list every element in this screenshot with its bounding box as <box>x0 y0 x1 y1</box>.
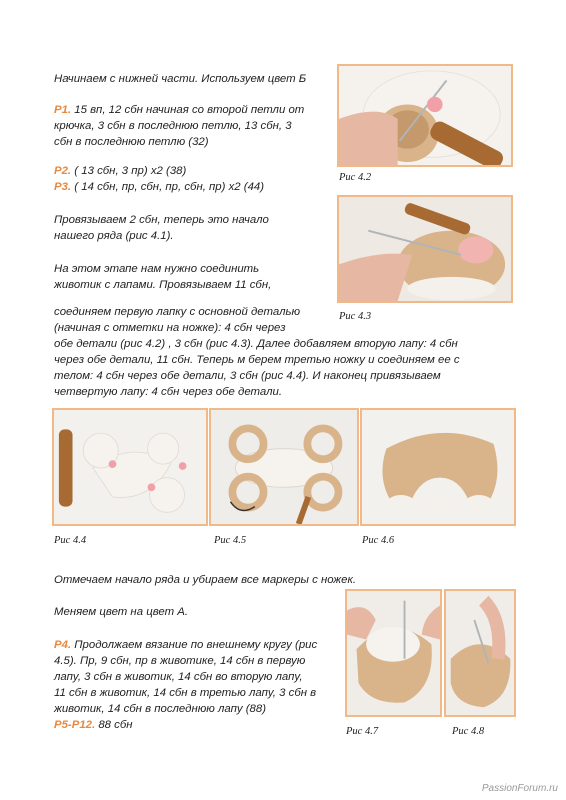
mark-line: Отмечаем начало ряда и убираем все маркеры с ножек. <box>54 574 357 586</box>
join-line1: На этом этапе нам нужно соединить <box>54 263 260 275</box>
caption-4-8: Рис 4.8 <box>452 726 485 737</box>
row-p5-12-text: 88 сбн <box>98 719 133 731</box>
row-p1-text-1: 15 вп, 12 сбн начиная со второй петли от <box>74 104 305 116</box>
row-p4-line4: 11 сбн в животик, 14 сбн в третью лапу, 3 сбн в <box>54 687 317 699</box>
photo-4-2 <box>337 64 513 167</box>
photo-4-2-image <box>339 66 511 165</box>
row-p2-text: ( 13 сбн, 3 пр) х2 (38) <box>74 165 187 177</box>
photo-4-4 <box>52 408 208 526</box>
photo-4-8 <box>444 589 516 717</box>
row-p2 <box>54 163 186 179</box>
photo-4-7 <box>345 589 442 717</box>
photo-4-7-image <box>347 591 440 715</box>
intro-text: Начинаем с нижней части. Используем цвет Б <box>54 73 307 85</box>
row-p1-label: Р1. <box>54 104 72 116</box>
join-line2: животик с лапами. Провязываем 11 сбн, <box>54 279 272 291</box>
caption-4-6: Рис 4.6 <box>362 535 395 546</box>
row-p4-line5: животик, 14 сбн в последнюю лапу (88) <box>54 703 267 715</box>
photo-4-8-image <box>446 591 514 715</box>
row-p4-text-1: Продолжаем вязание по внешнему кругу (рис <box>74 639 318 651</box>
caption-4-4: Рис 4.4 <box>54 535 87 546</box>
caption-4-7: Рис 4.7 <box>346 726 379 737</box>
photo-4-4-image <box>54 410 206 524</box>
row-p4-label: Р4. <box>54 639 72 651</box>
row-p4-line3: лапу, 3 сбн в животик, 14 сбн во вторую лапу, <box>54 671 303 683</box>
photo-4-6 <box>360 408 516 526</box>
row-p4-line2: 4.5). Пр, 9 сбн, пр в животике, 14 сбн в первую <box>54 655 306 667</box>
tie-line1: Провязываем 2 сбн, теперь это начало <box>54 214 269 226</box>
photo-4-3-image <box>339 197 511 301</box>
caption-4-2: Рис 4.2 <box>339 172 372 183</box>
row-p4-line1 <box>54 637 317 653</box>
photo-4-5 <box>209 408 359 526</box>
row-p1-line1 <box>54 102 304 118</box>
tie-line2: нашего ряда (рис 4.1). <box>54 230 174 242</box>
caption-4-3: Рис 4.3 <box>339 311 372 322</box>
join-line6: через обе детали, 11 сбн. Теперь м берем третью ножку и соединяем ее с <box>54 354 460 366</box>
join-line8: четвертую лапу: 4 сбн через обе детали. <box>54 386 283 398</box>
row-p5-12-label: Р5-Р12. <box>54 719 96 731</box>
join-line4: (начиная с отметки на ножке): 4 сбн через <box>54 322 286 334</box>
photo-4-3 <box>337 195 513 303</box>
row-p1-line3: сбн в последнюю петлю (32) <box>54 136 209 148</box>
photo-4-5-image <box>211 410 357 524</box>
row-p3-label: Р3. <box>54 181 72 193</box>
caption-4-5: Рис 4.5 <box>214 535 247 546</box>
row-p5-12 <box>54 717 133 733</box>
row-p3 <box>54 179 264 195</box>
row-p1-line2: крючка, 3 сбн в последнюю петлю, 13 сбн, 3 <box>54 120 292 132</box>
row-p2-label: Р2. <box>54 165 72 177</box>
join-line3: соединяем первую лапку с основной деталью <box>54 306 301 318</box>
color-line: Меняем цвет на цвет А. <box>54 606 189 618</box>
watermark: PassionForum.ru <box>481 783 558 794</box>
join-line5: обе детали (рис 4.2) , 3 сбн (рис 4.3). Далее добавляем вторую лапу: 4 сбн <box>54 338 458 350</box>
join-line7: телом: 4 сбн через обе детали, 3 сбн (рис 4.4). И наконец привязываем <box>54 370 441 382</box>
row-p3-text: ( 14 сбн, пр, сбн, пр, сбн, пр) х2 (44) <box>74 181 265 193</box>
photo-4-6-image <box>362 410 514 524</box>
